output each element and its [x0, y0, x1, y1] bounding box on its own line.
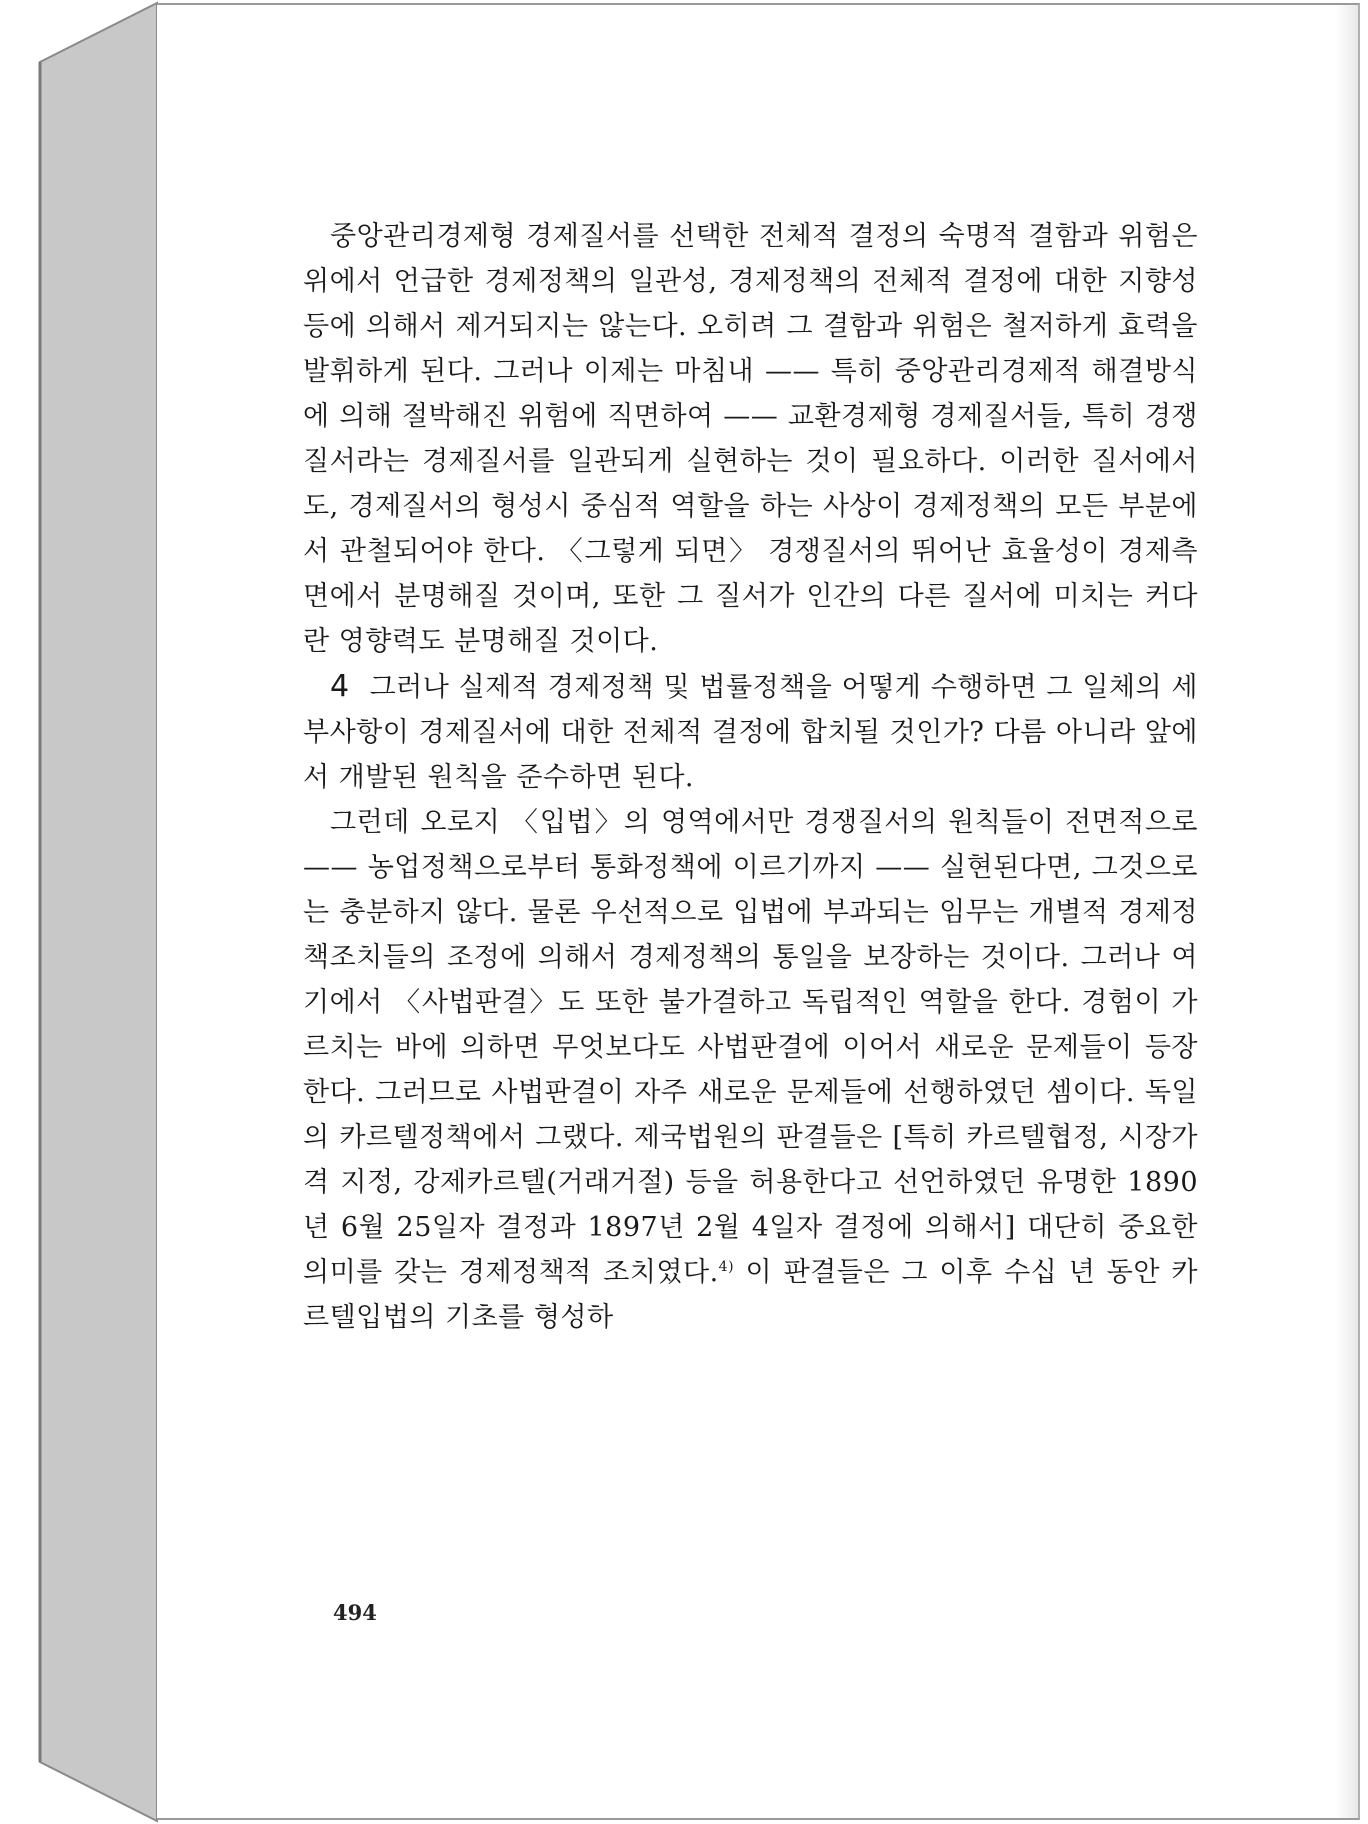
paragraph-3	[303, 800, 1198, 1340]
paragraph-3-text: 그런데 오로지 〈입법〉의 영역에서만 경쟁질서의 원칙들이 전면적으로 —— 농업정책으로부터 통화정책에 이르기까지 —— 실현된다면, 그것으로는 충분하지 않다. 물론 우선적으로 입법에 부과되는 임무는 개별적 경제정책조치들의 조정에 의해서 경제정책의 통일을 보장하는 것이다. 그러나 여기에서 〈사법판결〉도 또한 불가결하고 독립적인 역할을 한다. 경험이 가르치는 바에 의하면 무엇보다도 사법판결에 이어서 새로운 문제들이 등장한다. 그러므로 사법판결이 자주 새로운 문제들에 선행하였던 셈이다. 독일의 카르텔정책에서 그랬다. 제국법원의 판결들은 [특히 카르텔협정, 시장가격 지정, 강제카르텔(거래거절) 등을 허용한다고 선언하였던 유명한 1890년 6월 25일자 결정과 1897년 2월 4일자 결정에 의해서] 대단히 중요한 의미를 갖는 경제정책적 조치였다.	[303, 807, 1198, 1288]
paragraph-2	[303, 664, 1198, 800]
paragraph-3-continuation: 이 판결들은 그 이후 수십 년 동안 카르텔입법의 기초를 형성하	[303, 1257, 1198, 1333]
page-number: 494	[333, 1600, 377, 1625]
paragraph-1-text: 중앙관리경제형 경제질서를 선택한 전체적 결정의 숙명적 결함과 위험은 위에서 언급한 경제정책의 일관성, 경제정책의 전체적 결정에 대한 지향성 등에 의해서 제거되지는 않는다. 오히려 그 결함과 위험은 철저하게 효력을 발휘하게 된다. 그러나 이제는 마침내 —— 특히 중앙관리경제적 해결방식에 의해 절박해진 위험에 직면하여 —— 교환경제형 경제질서들, 특히 경쟁질서라는 경제질서를 일관되게 실현하는 것이 필요하다. 이러한 질서에서도, 경제질서의 형성시 중심적 역할을 하는 사상이 경제정책의 모든 부분에서 관철되어야 한다. 〈그렇게 되면〉 경쟁질서의 뛰어난 효율성이 경제측면에서 분명해질 것이며, 또한 그 질서가 인간의 다른 질서에 미치는 커다란 영향력도 분명해질 것이다.	[303, 221, 1198, 657]
page-edge-shadow	[1336, 5, 1358, 1818]
paragraph-1	[303, 214, 1198, 664]
footnote-reference[interactable]: 4)	[718, 1259, 735, 1275]
paragraph-2-text: 그러나 실제적 경제정책 및 법률정책을 어떻게 수행하면 그 일체의 세부사항이 경제질서에 대한 전체적 결정에 합치될 것인가? 다름 아니라 앞에서 개발된 원칙을 준수하면 된다.	[303, 672, 1198, 793]
body-text	[303, 214, 1198, 1340]
section-number: 4	[330, 669, 350, 704]
